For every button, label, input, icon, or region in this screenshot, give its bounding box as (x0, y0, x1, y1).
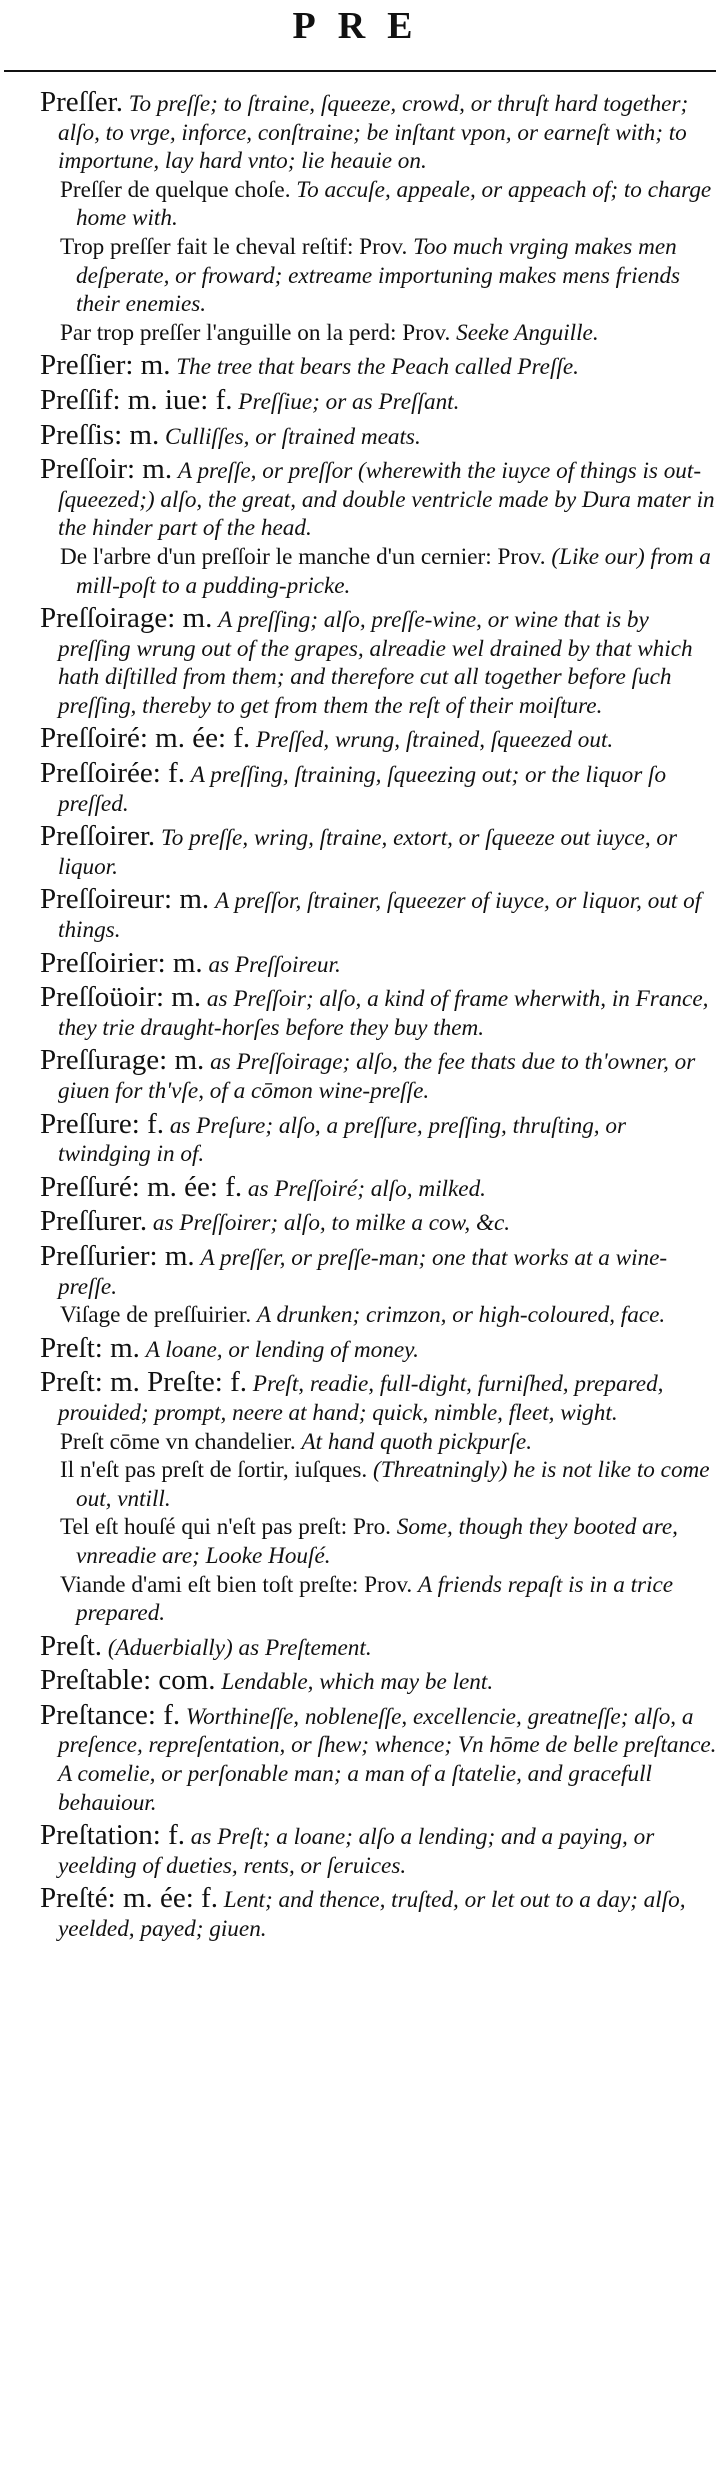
dictionary-entry (40, 1884, 720, 1943)
dictionary-entry (40, 1107, 720, 1169)
entry-headword: Preſté: m. ée: f. (40, 1882, 218, 1915)
dictionary-entry (40, 1331, 720, 1365)
entry-headword: Preſſurier: m. (40, 1239, 195, 1272)
dictionary-entry (40, 1368, 720, 1427)
dictionary-entry (40, 759, 720, 818)
entry-definition: A preſſor, ſtrainer, ſqueezer of iuyce, or liquor, out of things. (58, 888, 702, 944)
entry-definition: (Threatningly) he is not like to come out, vntill. (76, 1457, 710, 1512)
sub-entry (46, 1571, 720, 1628)
dictionary-entry (40, 88, 720, 176)
entry-headword: Preſtance: f. (40, 1698, 181, 1731)
sub-entry (46, 1301, 720, 1330)
entry-definition: Preſſed, wrung, ſtrained, ſqueezed out. (255, 727, 614, 754)
entry-headword: Preſt cōme vn chandelier. (60, 1428, 296, 1455)
entry-headword: Preſſer. (40, 86, 123, 118)
entry-definition: Some, though they booted are, vnreadie are; Looke Houſé. (76, 1514, 678, 1569)
dictionary-entry (40, 1239, 720, 1301)
entry-headword: Preſſif: m. iue: f. (40, 383, 233, 416)
entry-headword: Preſſoireur: m. (40, 883, 210, 916)
entry-headword: Tel eſt houſé qui n'eſt pas preſt: Pro. (60, 1514, 391, 1541)
entry-definition: Preſſiue; or as Preſſant. (238, 388, 460, 415)
entry-headword: Preſſoüoir: m. (40, 981, 202, 1014)
entry-definition: (Aduerbially) as Preſtement. (107, 1634, 372, 1661)
entry-headword: Viande d'ami eſt bien toſt preſte: Prov. (60, 1571, 413, 1598)
dictionary-entry (40, 455, 720, 543)
entry-headword: Preſt: m. (40, 1331, 140, 1364)
dictionary-entry (40, 1170, 720, 1204)
entry-definition: At hand quoth pickpurſe. (301, 1428, 533, 1455)
dictionary-entry (40, 946, 720, 980)
entry-definition: as Preſure; alſo, a preſſure, preſſing, thruſting, or twindging in of. (58, 1112, 627, 1168)
running-head: PRE (292, 5, 435, 47)
dictionary-entry (40, 604, 720, 720)
entry-headword: Preſſis: m. (40, 418, 160, 451)
dictionary-entry (40, 1698, 720, 1817)
dictionary-entry (40, 1207, 720, 1238)
entry-headword: Preſſer de quelque choſe. (60, 176, 291, 203)
entry-definition: The tree that bears the Peach called Preſſe. (176, 354, 579, 381)
entry-headword: Preſſoir: m. (40, 453, 173, 486)
entry-definition: as Preſſoirage; alſo, the fee thats due to th'owner, or giuen for th'vſe, of a cōmon wine-preſſe. (58, 1049, 696, 1104)
entry-definition: A preſſing; alſo, preſſe-wine, or wine that is by preſſing wrung out of the grapes, alreadie wel drained by that which hath diſtilled from them; and therefore cut all together before ſuch preſſing, thereby to get from them the reſt of their moiſture. (58, 607, 693, 719)
dictionary-entry (40, 822, 720, 881)
entry-definition: Preſt, readie, full-dight, furniſhed, prepared, prouided; prompt, neere at hand; quick, nimble, fleet, wight. (58, 1371, 664, 1426)
entry-definition: To preſſe, wring, ſtraine, extort, or ſqueeze out iuyce, or liquor. (58, 825, 678, 880)
dictionary-entry (40, 1629, 720, 1663)
entry-definition: A drunken; crimzon, or high-coloured, face. (256, 1302, 666, 1329)
entry-headword: Il n'eſt pas preſt de ſortir, iuſques. (60, 1457, 368, 1484)
entry-headword: Preſſuré: m. ée: f. (40, 1170, 243, 1203)
entry-definition: To accuſe, appeale, or appeach of; to charge home with. (76, 176, 712, 232)
entry-headword: Preſſurer. (40, 1205, 148, 1238)
entry-headword: Preſſurage: m. (40, 1044, 205, 1077)
dictionary-entry (40, 383, 720, 417)
entry-definition: Worthineſſe, nobleneſſe, excellencie, greatneſſe; alſo, a preſence, repreſentation, or ſhew; whence; Vn hōme de belle preſtance. A comelie, or perſonable man; a man of a ſtatelie, and gracefull behauiour. (58, 1703, 717, 1816)
entry-definition: Lent; and thence, truſted, or let out to a day; alſo, yeelded, payed; giuen. (58, 1887, 686, 1943)
dictionary-entry (40, 1821, 720, 1880)
entry-definition: A loane, or lending of money. (145, 1336, 419, 1363)
sub-entry (46, 176, 720, 233)
entry-definition: as Preſſoiré; alſo, milked. (247, 1175, 486, 1202)
entry-definition: as Preſſoirer; alſo, to milke a cow, &c. (152, 1210, 511, 1237)
entry-headword: Preſſoirée: f. (40, 757, 185, 790)
entry-headword: Preſſoirier: m. (40, 946, 203, 979)
entry-headword: Trop preſſer fait le cheval reſtif: Prov. (60, 233, 408, 260)
entry-definition: Culliſſes, or ſtrained meats. (165, 423, 421, 450)
entry-headword: Preſſier: m. (40, 349, 171, 382)
entry-headword: Preſſure: f. (40, 1107, 165, 1140)
dictionary-entry (40, 724, 720, 755)
dictionary-entry (40, 983, 720, 1042)
dictionary-entry (40, 1666, 720, 1697)
sub-entry (46, 1428, 720, 1457)
entry-definition: (Like our) from a mill-poſt to a pudding-pricke. (76, 543, 711, 599)
entry-definition: To preſſe; to ſtraine, ſqueeze, crowd, or thruſt hard together; alſo, to vrge, inforce, conſtraine; be inſtant vpon, or earneſt with; to importune, lay hard vnto; lie heauie on. (58, 91, 689, 175)
entry-headword: Preſt: m. Preſte: f. (40, 1366, 247, 1399)
dictionary-entry (40, 351, 720, 382)
entry-headword: Preſſoirer. (40, 820, 156, 853)
entry-headword: Preſſoiré: m. ée: f. (40, 722, 251, 755)
entry-definition: as Preſſoir; alſo, a kind of frame wherwith, in France, they trie draught-horſes before they buy them. (58, 986, 709, 1041)
entry-definition: A preſſer, or preſſe-man; one that works at a wine-preſſe. (58, 1244, 668, 1300)
entry-headword: Preſtation: f. (40, 1819, 185, 1852)
entry-definition: A friends repaſt is in a trice prepared. (76, 1571, 674, 1627)
entry-headword: De l'arbre d'un preſſoir le manche d'un cernier: Prov. (60, 543, 546, 570)
entry-headword: Preſtable: com. (40, 1664, 216, 1697)
entry-definition: Too much vrging makes men deſperate, or froward; extreame importuning makes mens friends their enemies. (76, 233, 681, 318)
entry-headword: Preſt. (40, 1629, 103, 1662)
entry-headword: Viſage de preſſuirier. (60, 1302, 252, 1329)
dictionary-entry (40, 1046, 720, 1105)
dictionary-entry (40, 885, 720, 944)
entry-list (40, 84, 720, 1944)
dictionary-entry (40, 418, 720, 452)
entry-definition: as Preſſoireur. (208, 951, 341, 978)
sub-entry (46, 1456, 720, 1513)
entry-definition: Lendable, which may be lent. (221, 1669, 494, 1696)
entry-definition: Seeke Anguille. (456, 319, 599, 346)
sub-entry (46, 1513, 720, 1570)
entry-headword: Preſſoirage: m. (40, 602, 213, 635)
sub-entry (46, 543, 720, 600)
entry-definition: as Preſt; a loane; alſo a lending; and a paying, or yeelding of dueties, rents, or ſeruices. (58, 1824, 655, 1879)
entry-definition: A preſſe, or preſſor (wherewith the iuyce of things is out-ſqueezed;) alſo, the great, and double ventricle made by Dura mater in the hinder part of the head. (58, 458, 715, 542)
sub-entry (46, 319, 720, 348)
entry-headword: Par trop preſſer l'anguille on la perd: Prov. (60, 319, 451, 346)
header-rule (4, 70, 716, 72)
entry-definition: A preſſing, ſtraining, ſqueezing out; or the liquor ſo preſſed. (58, 762, 667, 817)
sub-entry (46, 233, 720, 319)
